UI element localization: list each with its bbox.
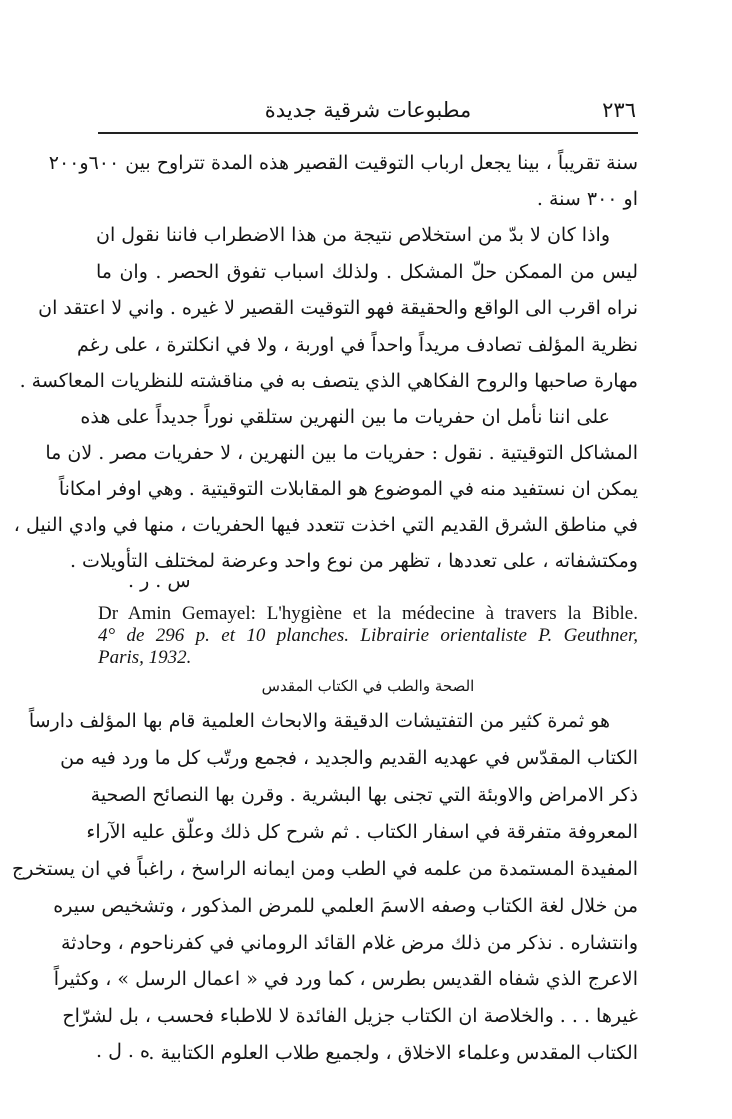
text-line: ليس من الممكن حلّ المشكل . ولذلك اسباب تفوق الحصر . وان ما — [96, 261, 638, 283]
text-line: الكتاب المقدس وعلماء الاخلاق ، ولجميع طلاب العلوم الكتابية . — [148, 1042, 638, 1064]
text-line: المعروفة متفرقة في اسفار الكتاب . ثم شرح كل ذلك وعلّق عليه الآراء — [86, 821, 638, 843]
text-line: مهارة صاحبها والروح الفكاهي الذي يتصف به في مناقشته للنظريات المعاكسة . — [19, 370, 638, 392]
text-line: المفيدة المستمدة من علمه في الطب ومن ايمانه الراسخ ، راغباً في ان يستخرج — [12, 858, 638, 880]
bibliography-line: Paris, 1932. — [98, 647, 192, 668]
signature: س . ر . — [128, 570, 191, 592]
bibliography-line: 4° de 296 p. et 10 planches. Librairie orientaliste P. Geuthner, — [98, 625, 638, 646]
text-line: نراه اقرب الى الواقع والحقيقة فهو التوقيت القصير لا غيره . واني لا اعتقد ان — [38, 297, 638, 319]
text-line: في مناطق الشرق القديم التي اخذت تتعدد فيها الحفريات ، منها في وادي النيل ، — [13, 514, 638, 536]
bibliography-line: Dr Amin Gemayel: L'hygiène et la médecine à travers la Bible. — [98, 603, 638, 624]
page-number: ٢٣٦ — [602, 98, 636, 122]
page-title: مطبوعات شرقية جديدة — [264, 98, 472, 122]
text-line: ذكر الامراض والاوبئة التي تجنى بها البشرية . وقرن بها النصائح الصحية — [90, 784, 638, 806]
text-line: وانتشاره . نذكر من ذلك مرض غلام القائد الروماني في كفرناحوم ، وحادثة — [60, 932, 638, 954]
text-line: هو ثمرة كثير من التفتيشات الدقيقة والابحاث العلمية قام بها المؤلف دارساً — [28, 710, 610, 732]
text-line: او ٣٠٠ سنة . — [536, 188, 638, 210]
text-line: ومكتشفاته ، على تعددها ، تظهر من نوع واحد وعرضة لمختلف التأويلات . — [69, 550, 638, 572]
text-line: من خلال لغة الكتاب وصفه الاسمَ العلمي للمرض المذكور ، وتشخيص سيره — [53, 895, 638, 917]
text-line: سنة تقريباً ، بينا يجعل ارباب التوقيت القصير هذه المدة تتراوح بين ٦٠٠و٢٠٠ — [48, 152, 638, 174]
text-line: الاعرج الذي شفاه القديس بطرس ، كما ورد في « اعمال الرسل » ، وكثيراً — [53, 968, 638, 990]
text-line: الكتاب المقدّس في عهديه القديم والجديد ، فجمع ورتّب كل ما ورد فيه من — [60, 747, 638, 769]
page-header — [98, 96, 638, 134]
signature: ه . ل . — [96, 1040, 150, 1062]
text-line: نظرية المؤلف تصادف مريداً واحداً في اوربة ، ولا في انكلترة ، على رغم — [77, 334, 638, 356]
text-line: المشاكل التوقيتية . نقول : حفريات ما بين النهرين ، لا حفريات مصر . لان ما — [45, 442, 638, 464]
text-line: يمكن ان نستفيد منه في الموضوع هو المقابلات التوقيتية . وهي اوفر امكاناً — [58, 478, 638, 500]
text-line: غيرها . . . والخلاصة ان الكتاب جزيل الفائدة لا للاطباء فحسب ، بل لشرّاح — [62, 1005, 638, 1027]
section-subtitle: الصحة والطب في الكتاب المقدس — [261, 677, 475, 695]
text-line: على اننا نأمل ان حفريات ما بين النهرين ستلقي نوراً جديداً على هذه — [80, 406, 610, 428]
text-line: واذا كان لا بدّ من استخلاص نتيجة من هذا الاضطراب فاننا نقول ان — [96, 224, 610, 246]
